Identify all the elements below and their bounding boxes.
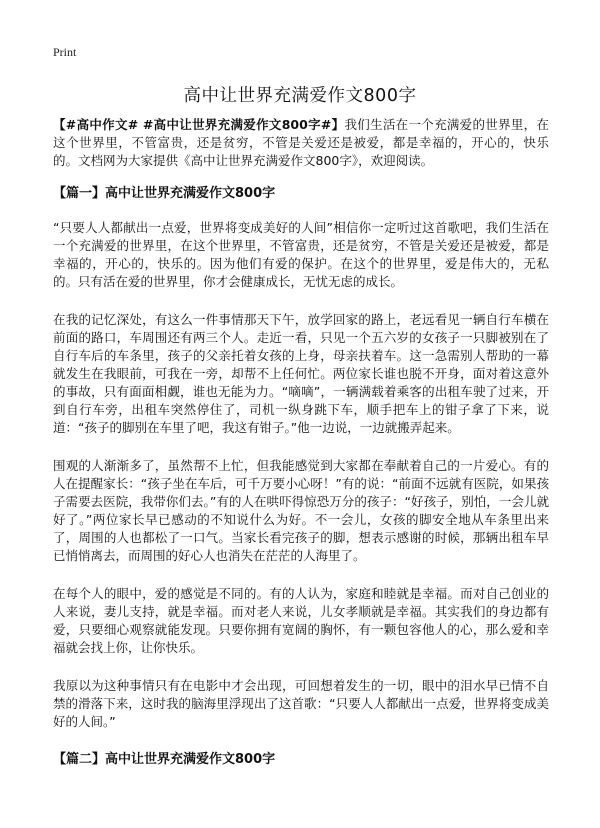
paragraph: 我原以为这种事情只有在电影中才会出现，可回想着发生的一切，眼中的泪水早已情不自禁的滑落下来，这时我的脑海里浮现出了这首歌：“只要人人都献出一点爱，世界将变成美好的人间。” xyxy=(53,678,549,729)
section-heading-1: 【篇一】高中让世界充满爱作文800字 xyxy=(53,186,276,201)
paragraph: 在我的记忆深处，有这么一件事情那天下午，放学回家的路上，老远看见一辆自行车横在前面的路口，车周围还有两三个人。走近一看，只见一个五六岁的女孩子一只脚被别在了自行车后的车条里，孩子的父亲托着女孩的上身，母亲扶着车。这一急需别人帮助的一幕就发生在我眼前，可我在一旁，却帮不上任何忙。两位家长谁也脱不开身，面对着这意外的事故，只有面面相觑，谁也无能为力。“嘀嘀”，一辆满载着乘客的出租车驶了过来，开到自行车旁，出租车突然停住了，司机一纵身跳下车，顺手把车上的钳子拿了下来，说道：“孩子的脚别在车里了吧，我这有钳子。”他一边说，一边就搬弄起来。 xyxy=(53,312,549,435)
paragraph: 围观的人渐渐多了，虽然帮不上忙，但我能感觉到大家都在奉献着自己的一片爱心。有的人在提醒家长：“孩子坐在车后，可千万要小心呀！”有的说：“前面不远就有医院，如果孩子需要去医院，我带你们去。”有的人在哄吓得惊恐万分的孩子：“好孩子，别怕，一会儿就好了。”两位家长早已感动的不知说什么为好。不一会儿，女孩的脚安全地从车条里出来了，周围的人也都松了一口气。当家长看完孩子的脚，想表示感谢的时候，那辆出租车早已悄悄离去，而周围的好心人也消失在茫茫的人海里了。 xyxy=(53,458,549,563)
document-body xyxy=(53,116,549,769)
section-heading-2: 【篇二】高中让世界充满爱作文800字 xyxy=(53,752,276,767)
page-title: 高中让世界充满爱作文800字 xyxy=(183,86,417,106)
intro-paragraph xyxy=(53,116,549,170)
paragraph: 在每个人的眼中，爱的感觉是不同的。有的人认为，家庭和睦就是幸福。而对自己创业的人来说，妻儿支持，就是幸福。而对老人来说，儿女孝顺就是幸福。其实我们的身边都有爱，只要细心观察就能发现。只要你拥有宽阔的胸怀，有一颗包容他人的心，那么爱和幸福就会找上你，让你快乐。 xyxy=(53,586,549,655)
print-label: Print xyxy=(53,45,77,59)
paragraph: “只要人人都献出一点爱，世界将变成美好的人间”相信你一定听过这首歌吧，我们生活在一个充满爱的世界里，在这个世界里，不管富贵，还是贫穷，不管是关爱还是被爱，都是幸福的，开心的，快乐的。因为他们有爱的保护。在这个的世界里，爱是伟大的，无私的。只有活在爱的世界里，你才会健康成长，无忧无虑的成长。 xyxy=(53,220,549,289)
intro-text: 我们生活在一个充满爱的世界里，在这个世界里，不管富贵，还是贫穷，不管是关爱还是被爱，都是幸福的，开心的，快乐的。文档网为大家提供《高中让世界充满爱作文800字》，欢迎阅读。 xyxy=(53,117,549,168)
intro-tag: 【#高中作文# #高中让世界充满爱作文800字#】 xyxy=(53,117,345,132)
